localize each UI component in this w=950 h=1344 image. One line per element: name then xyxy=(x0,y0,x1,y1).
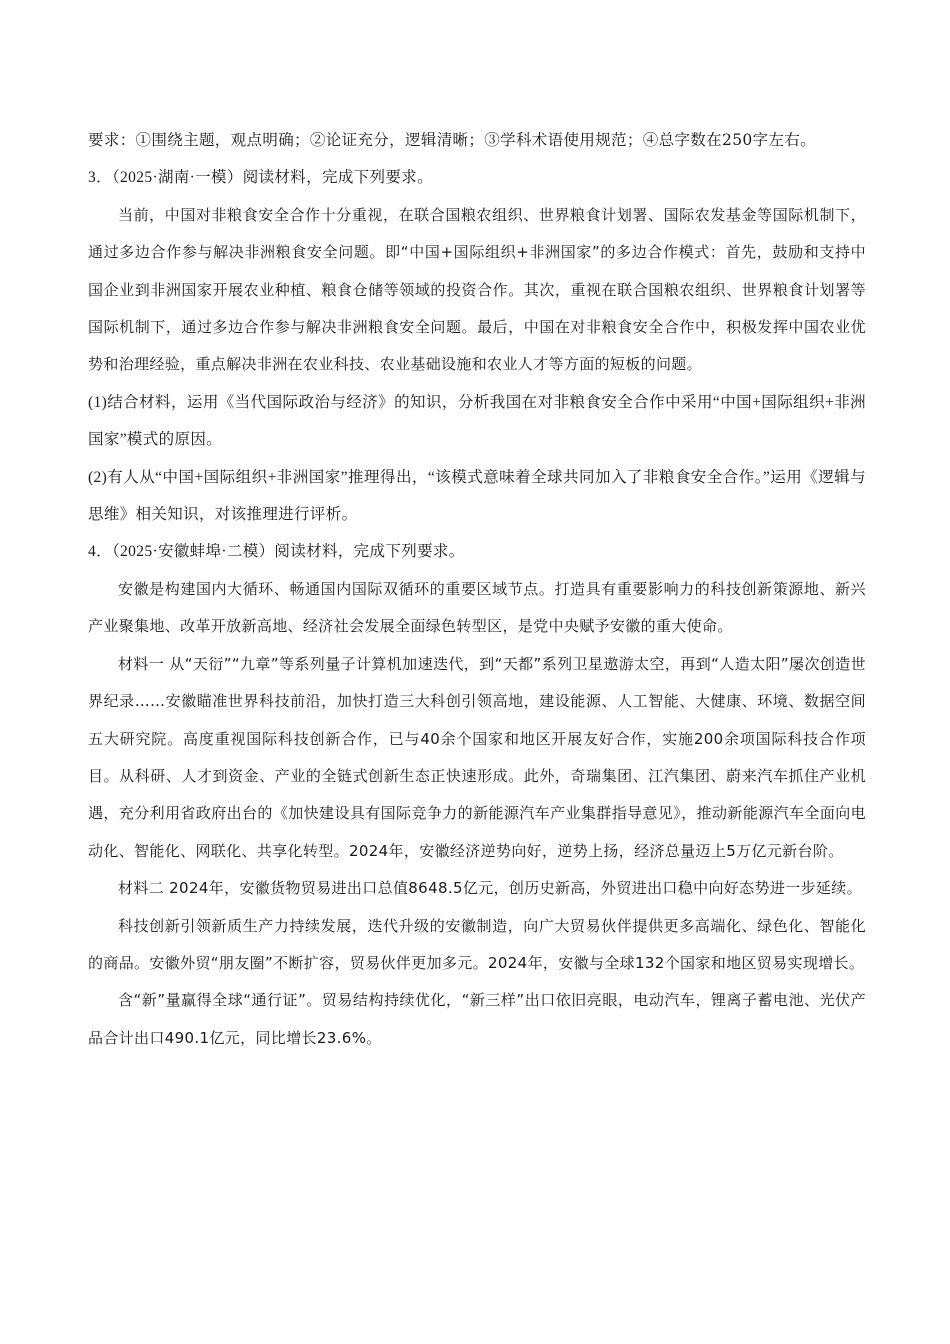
question-4-material-2: 材料二 2024年，安徽货物贸易进出口总值8648.5亿元，创历史新高，外贸进出口稳中向好态势进一步延续。 xyxy=(118,879,862,898)
document-page xyxy=(88,122,866,1057)
question-4-paragraph-3: 科技创新引领新质生产力持续发展，迭代升级的安徽制造，向广大贸易伙伴提供更多高端化、绿色化、智能化的商品。安徽外贸“朋友圈”不断扩容，贸易伙伴更加多元。2024年，安徽与全球132个国家和地区贸易实现增长。 xyxy=(88,916,866,972)
question-3-header: 3．（2025·湖南·一模）阅读材料，完成下列要求。 xyxy=(88,169,433,187)
question-4-material-1: 材料一 从“天衍”“九章”等系列量子计算机加速迭代，到“天都”系列卫星遨游太空，再到“人造太阳”屡次创造世界纪录……安徽瞄准世界科技前沿，加快打造三大科创引领高地，建设能源、人工智能、大健康、环境、数据空间五大研究院。高度重视国际科技创新合作，已与40余个国家和地区开展友好合作，实施200余项国际科技合作项目。从科研、人才到资金、产业的全链式创新生态正快速形成。此外，奇瑞集团、江汽集团、蔚来汽车抓住产业机遇，充分利用省政府出台的《加快建设具有国际竞争力的新能源汽车产业集群指导意见》，推动新能源汽车全面向电动化、智能化、网联化、共享化转型。2024年，安徽经济逆势向好，逆势上扬，经济总量迈上5万亿元新台阶。 xyxy=(88,654,866,860)
question-3-sub1: (1)结合材料，运用《当代国际政治与经济》的知识，分析我国在对非粮食安全合作中采用“中国+国际组织+非洲国家”模式的原因。 xyxy=(88,393,866,449)
question-4-intro: 安徽是构建国内大循环、畅通国内国际双循环的重要区域节点。打造具有重要影响力的科技创新策源地、新兴产业聚集地、改革开放新高地、经济社会发展全面绿色转型区，是党中央赋予安徽的重大使命。 xyxy=(88,579,866,636)
question-3-material: 当前，中国对非粮食安全合作十分重视，在联合国粮农组织、世界粮食计划署、国际农发基金等国际机制下，通过多边合作参与解决非洲粮食安全问题。即“中国+国际组织+非洲国家”的多边合作模式：首先，鼓励和支持中国企业到非洲国家开展农业种植、粮食仓储等领域的投资合作。其次，重视在联合国粮农组织、世界粮食计划署等国际机制下，通过多边合作参与解决非洲粮食安全问题。最后，中国在对非粮食安全合作中，积极发挥中国农业优势和治理经验，重点解决非洲在农业科技、农业基础设施和农业人才等方面的短板的问题。 xyxy=(88,205,866,374)
question-3-sub2: (2)有人从“中国+国际组织+非洲国家”推理得出，“该模式意味着全球共同加入了非粮食安全合作。”运用《逻辑与思维》相关知识，对该推理进行评析。 xyxy=(88,468,866,524)
question-4-header: 4．（2025·安徽蚌埠·二模）阅读材料，完成下列要求。 xyxy=(88,543,465,561)
question-2-requirement: 要求：①围绕主题，观点明确；②论证充分，逻辑清晰；③学科术语使用规范；④总字数在250字左右。 xyxy=(88,131,817,149)
question-4-paragraph-4: 含“新”量赢得全球“通行证”。贸易结构持续优化，“新三样”出口依旧亮眼，电动汽车，锂离子蓄电池、光伏产品合计出口490.1亿元，同比增长23.6%。 xyxy=(88,991,866,1047)
